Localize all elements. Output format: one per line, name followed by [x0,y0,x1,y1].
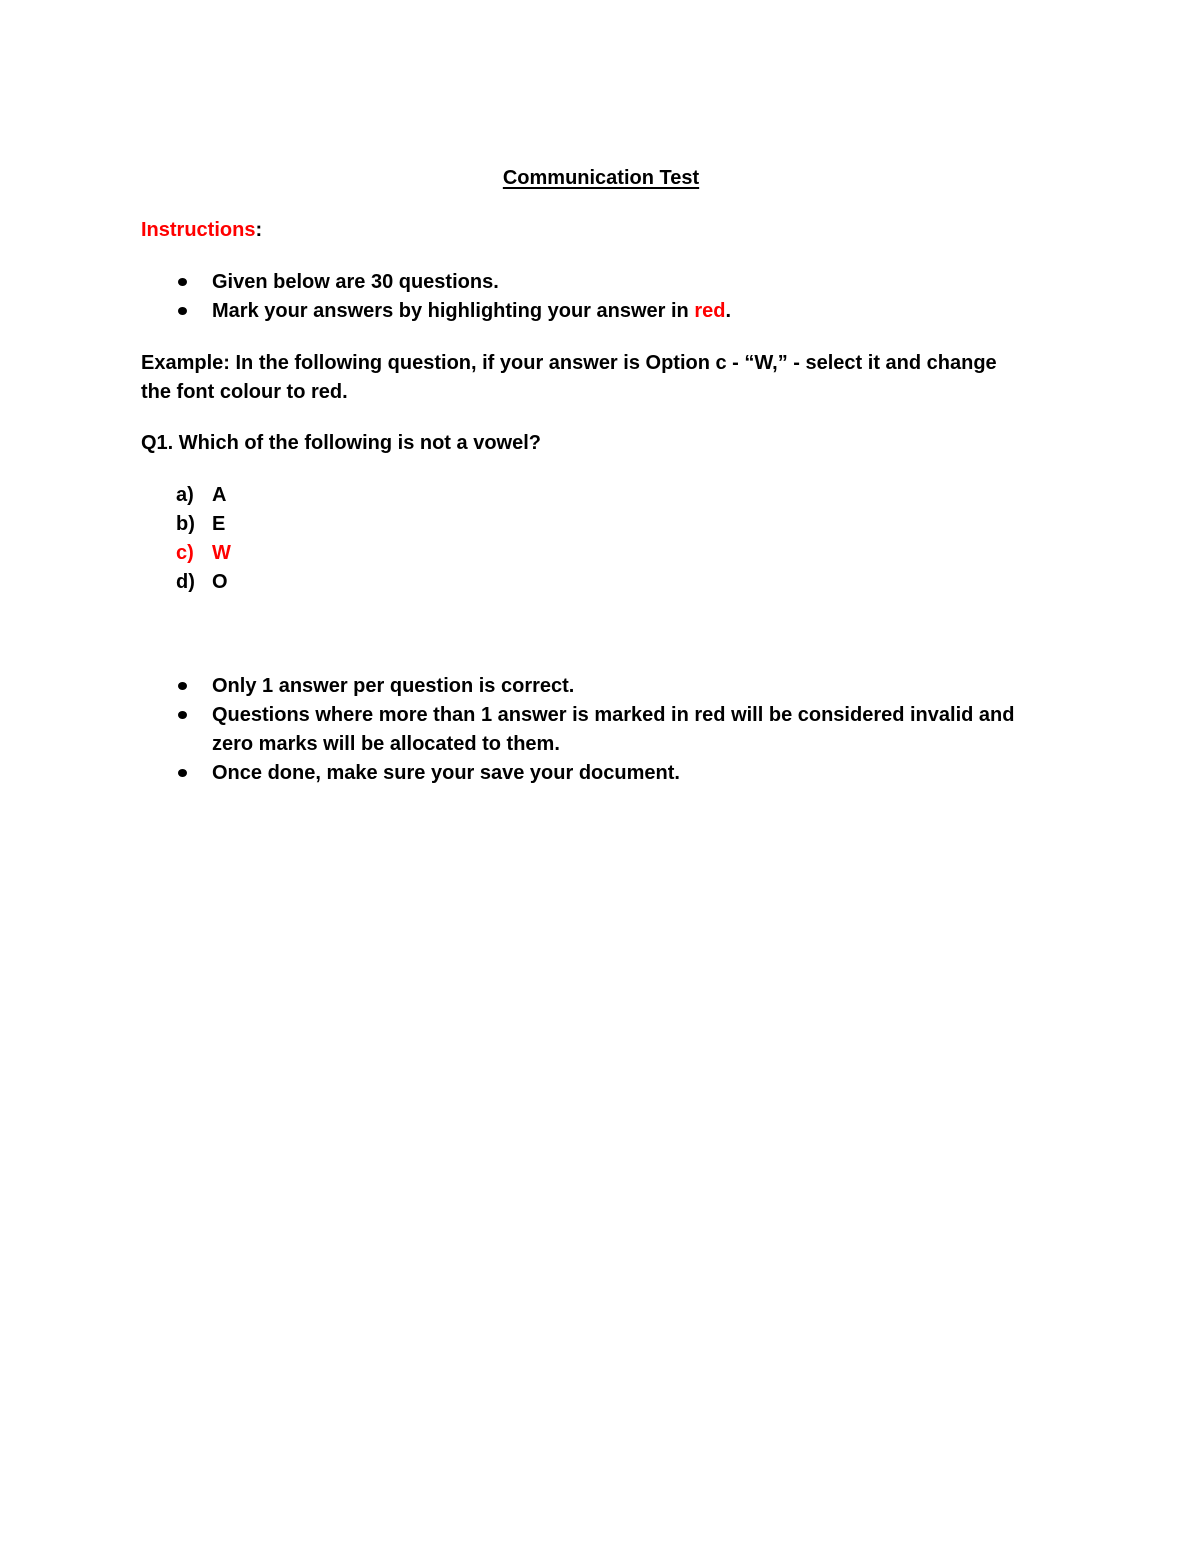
instructions-heading [141,216,1061,245]
instructions-colon: : [255,219,263,241]
option-a[interactable] [141,481,1061,510]
intro-bullet-list [141,268,1061,326]
rule-text: Questions where more than 1 answer is marked in red will be considered invalid and zero marks will be allocated to them. [212,704,1015,755]
spacer [141,245,1061,268]
option-d[interactable] [141,568,1061,597]
option-text: A [212,484,227,506]
spacer [141,407,1061,429]
question-text: Q1. Which of the following is not a vowel? [141,432,541,454]
intro-bullet-text: Given below are 30 questions. [212,271,499,293]
spacer [141,326,1061,349]
answer-options [141,481,1061,597]
example-paragraph: Example: In the following question, if your answer is Option c - “W,” - select it and change the font colour to red. [141,352,997,403]
rules-bullet-list [141,672,1061,788]
option-letter: a) [176,484,194,506]
bullet-icon [178,307,187,315]
option-letter: b) [176,513,195,535]
option-text: E [212,513,226,535]
bullet-icon [178,682,187,690]
list-item [141,759,1061,788]
intro-bullet-text: Mark your answers by highlighting your answer in [212,300,695,322]
option-c-selected[interactable] [141,539,1061,568]
option-letter: d) [176,571,195,593]
option-text: W [212,542,231,564]
bullet-icon [178,769,187,777]
spacer [141,597,1061,672]
rule-text: Only 1 answer per question is correct. [212,675,575,697]
intro-bullet-text-end: . [725,300,732,322]
list-item [141,701,1042,759]
list-item [141,672,1061,701]
document-body [141,164,1061,788]
intro-bullet-red-word: red [694,300,726,322]
option-b[interactable] [141,510,1061,539]
instructions-label: Instructions [141,219,256,241]
spacer [141,458,1061,481]
option-text: O [212,571,228,593]
list-item [141,268,1061,297]
document-title: Communication Test [502,167,700,189]
list-item [141,297,1061,326]
bullet-icon [178,711,187,719]
option-letter: c) [176,542,194,564]
rule-text: Once done, make sure your save your document. [212,762,680,784]
bullet-icon [178,278,187,286]
